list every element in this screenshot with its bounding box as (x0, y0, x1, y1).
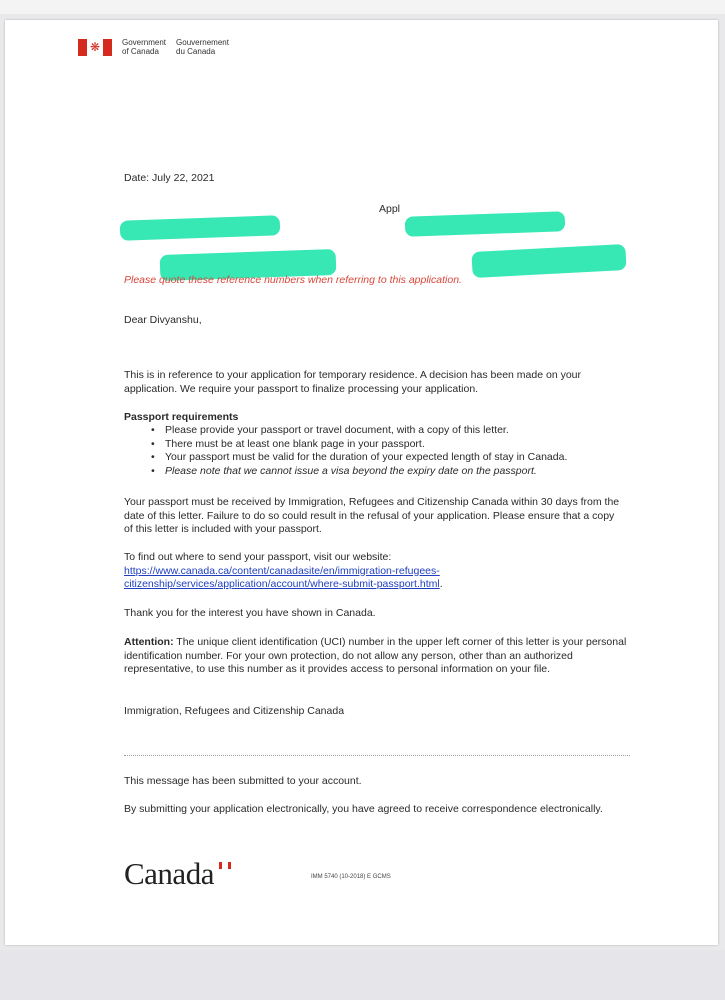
gov-en-line1: Government (122, 38, 167, 47)
window-top-bar (0, 0, 725, 14)
electronic-notice: By submitting your application electronically, you have agreed to receive correspondence electronically. (124, 803, 603, 815)
intro-paragraph: This is in reference to your application for temporary residence. A decision has been made on your application. We require your passport to finalize processing your application. (124, 369, 582, 395)
gov-en-line2: of Canada (122, 47, 159, 56)
divider (124, 755, 630, 756)
gov-fr-line2: du Canada (176, 47, 216, 56)
gov-fr-line1: Gouvernement (176, 38, 229, 47)
signature-line: Immigration, Refugees and Citizenship Canada (124, 705, 345, 717)
website-suffix: . (439, 578, 443, 590)
list-item: • Please provide your passport or travel document, with a copy of this letter. (149, 424, 567, 438)
bottom-area (0, 950, 725, 1000)
requirements-list (149, 424, 567, 478)
list-item: • Your passport must be valid for the duration of your expected length of stay in Canada. (149, 451, 567, 465)
attention-label: Attention: (124, 636, 174, 648)
thanks-line: Thank you for the interest you have shown in Canada. (124, 607, 376, 619)
salutation: Dear Divyanshu, (124, 314, 202, 326)
list-item: • There must be at least one blank page in your passport. (149, 438, 567, 452)
website-prefix: To find out where to send your passport, visit our website: (124, 551, 392, 563)
canada-wordmark: Canada (124, 856, 214, 891)
attention-text: The unique client identification (UCI) number in the upper left corner of this letter is your personal identification number. For your own protection, do not allow any person, other than an authorized representative, to use this number as it provides access to personal information on your file. (124, 636, 627, 675)
submit-passport-link[interactable]: https://www.canada.ca/content/canadasite/en/immigration-refugees-citizenship/services/application/account/where-submit-passport.html (124, 564, 440, 590)
website-paragraph (124, 551, 654, 592)
wordmark-flag-icon (219, 862, 231, 869)
receipt-paragraph: Your passport must be received by Immigration, Refugees and Citizenship Canada within 30 days from the date of this letter. Failure to do so could result in the refusal of your application. Please ensure that a copy of this letter is included with your passport. (124, 496, 620, 535)
application-label: Appl (379, 203, 401, 215)
letter-date: Date: July 22, 2021 (124, 172, 215, 184)
attention-paragraph (124, 636, 634, 677)
government-signature (78, 38, 239, 56)
form-code: IMM 5740 (10-2018) E GCMS (311, 874, 391, 880)
canada-flag-icon: ❋ (78, 39, 112, 56)
submitted-message: This message has been submitted to your account. (124, 775, 362, 787)
government-name (122, 38, 239, 56)
requirements-heading: Passport requirements (124, 411, 239, 423)
list-item: • Please note that we cannot issue a visa beyond the expiry date on the passport. (149, 465, 567, 479)
reference-note: Please quote these reference numbers when referring to this application. (124, 274, 462, 286)
